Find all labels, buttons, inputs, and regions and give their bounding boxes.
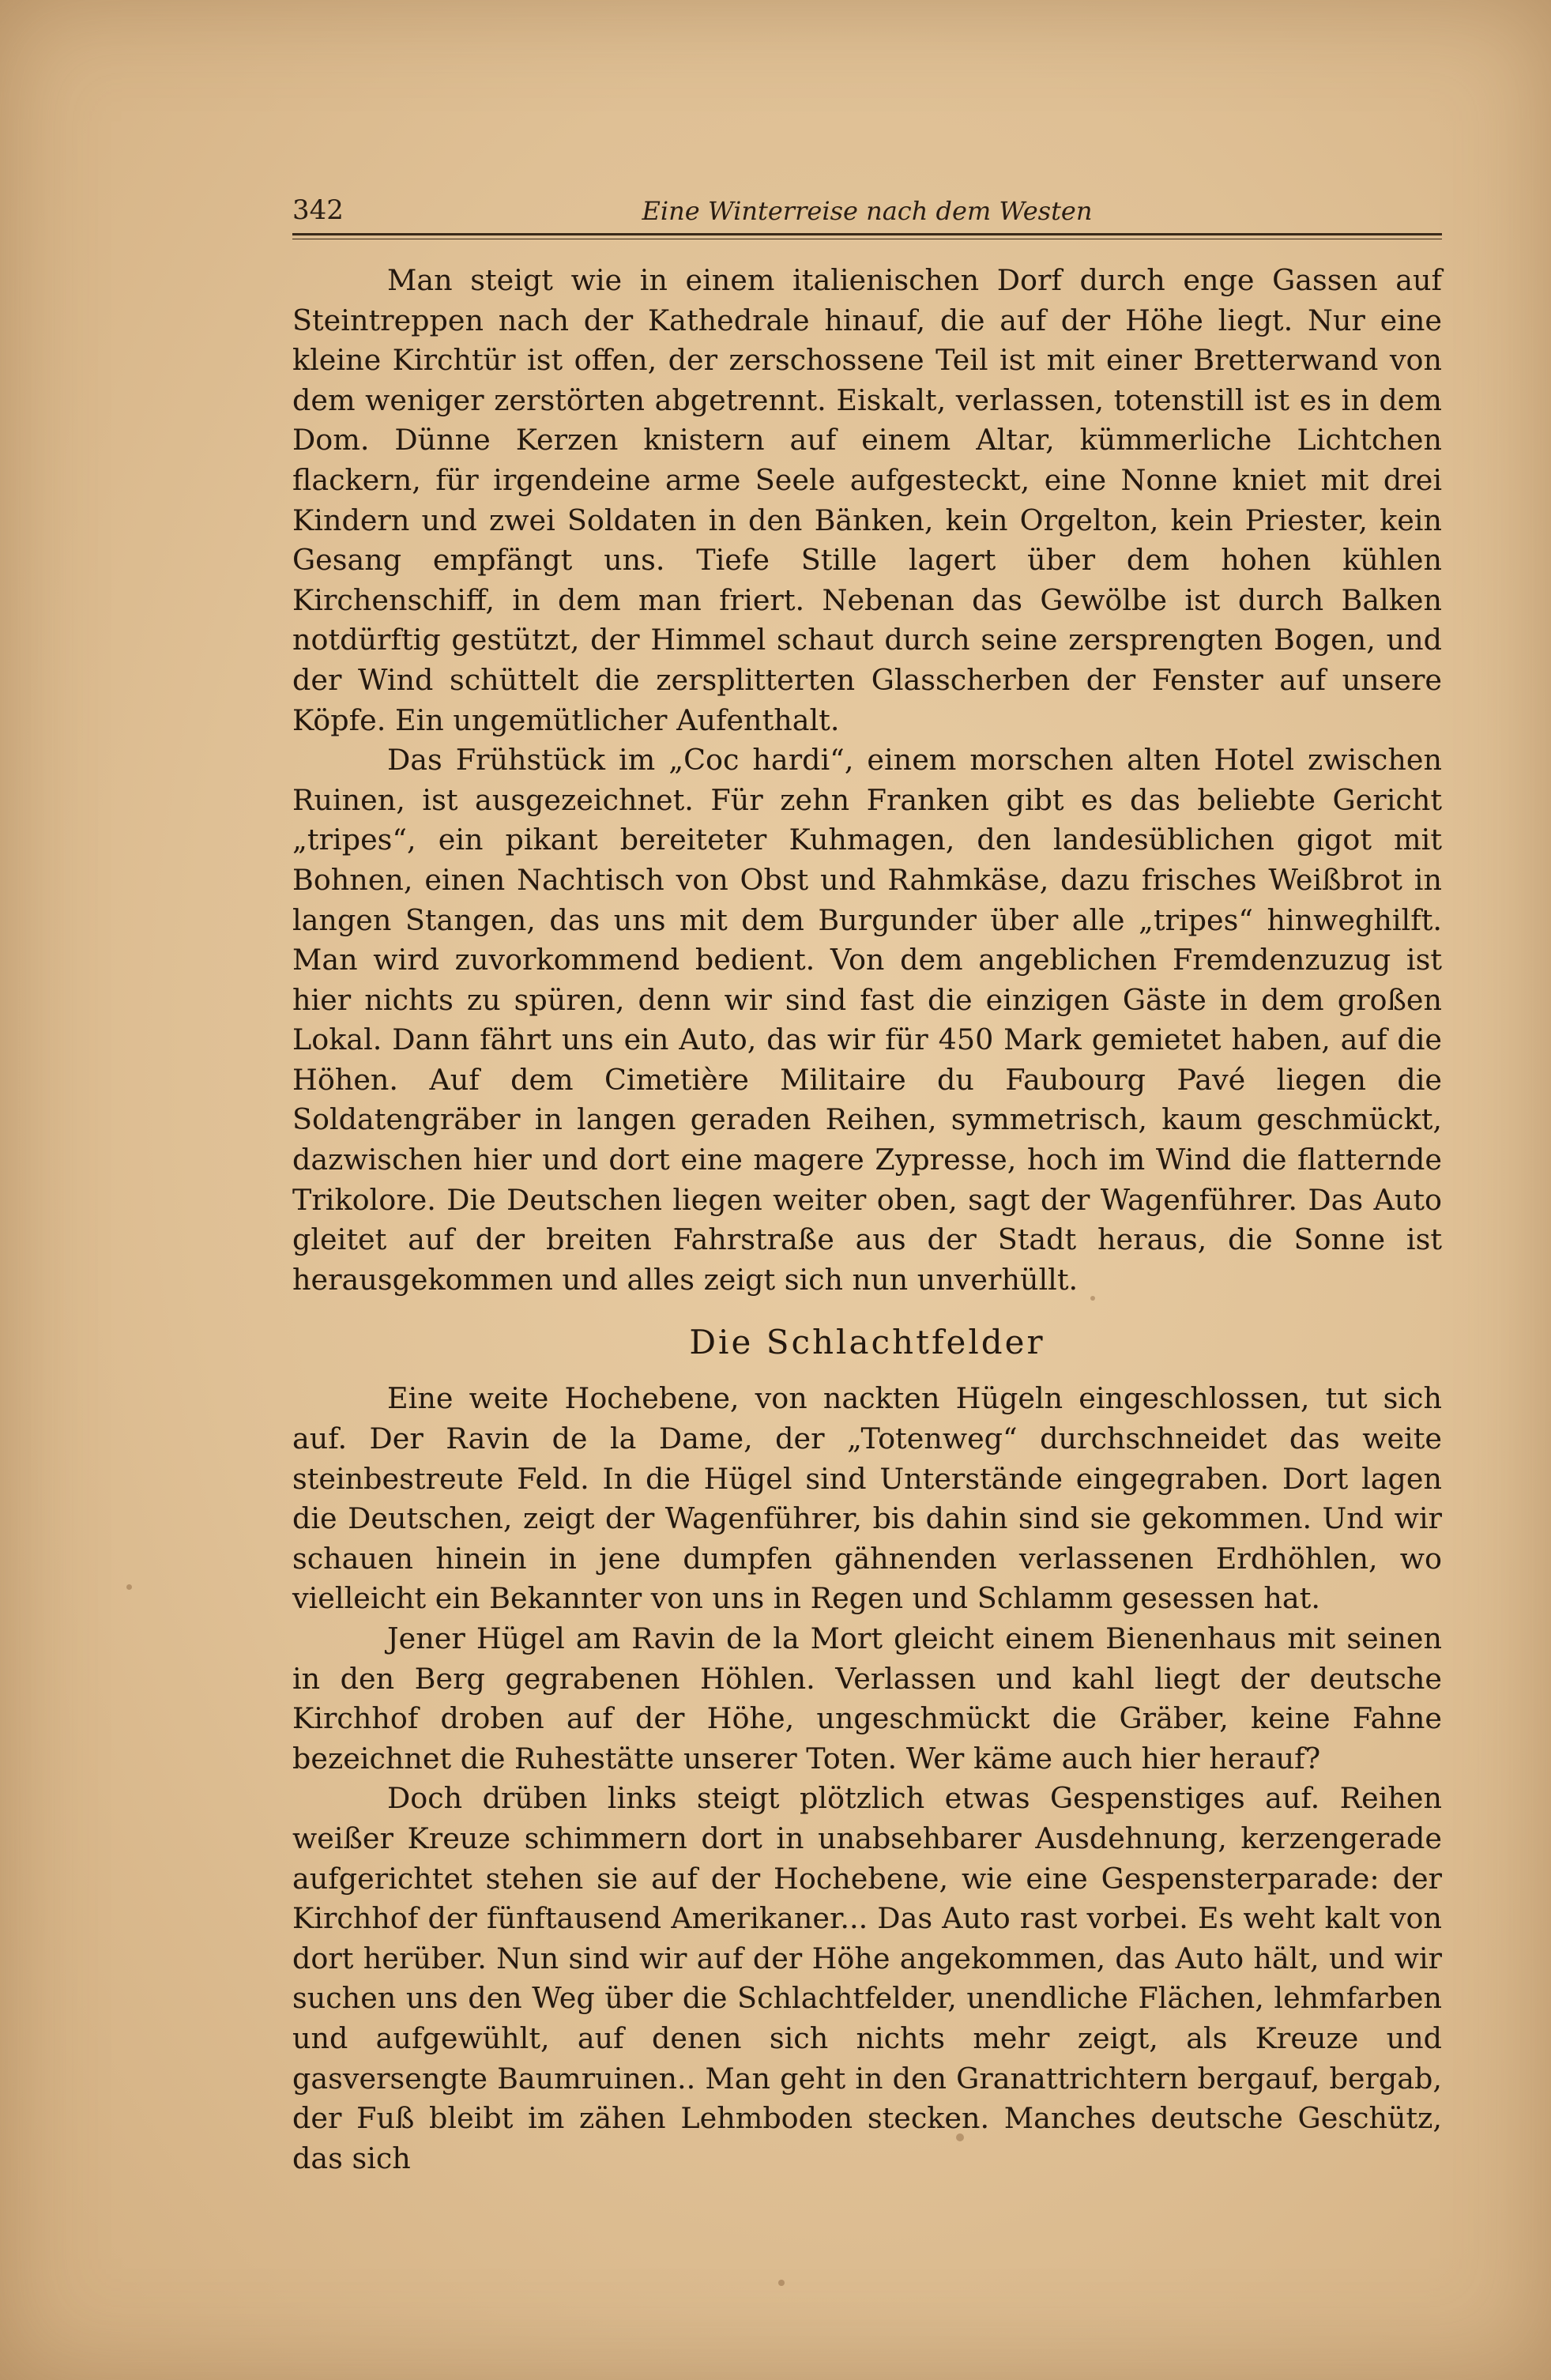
page-header (292, 190, 1442, 237)
paragraph: Jener Hügel am Ravin de la Mort gleicht einem Bienenhaus mit seinen in den Berg gegrabenen Höhlen. Verlassen und kahl liegt der deutsche Kirchhof droben auf der Höhe, ungeschmückt die Gräber, keine Fahne bezeichnet die Ruhestätte unserer Toten. Wer käme auch hier herauf? (292, 1621, 1442, 1776)
running-title: Eine Winterreise nach dem Westen (642, 196, 1093, 226)
page-number: 342 (292, 194, 344, 226)
paragraph: Man steigt wie in einem italienischen Dorf durch enge Gassen auf Steintreppen nach der Kathedrale hinauf, die auf der Höhe liegt. Nur eine kleine Kirchtür ist offen, der zerschossene Teil ist mit einer Bretterwand von dem weniger zerstörten abgetrennt. Eiskalt, verlassen, totenstill ist es in dem Dom. Dünne Kerzen knistern auf einem Altar, kümmerliche Lichtchen flackern, für irgendeine arme Seele aufgesteckt, eine Nonne kniet mit drei Kindern und zwei Soldaten in den Bänken, kein Orgelton, kein Priester, kein Gesang empfängt uns. Tiefe Stille lagert über dem hohen kühlen Kirchenschiff, in dem man friert. Nebenan das Gewölbe ist durch Balken notdürftig gestützt, der Himmel schaut durch seine zersprengten Bogen, und der Wind schüttelt die zersplitterten Glasscherben der Fenster auf unsere Köpfe. Ein ungemütlicher Aufenthalt. (292, 263, 1442, 737)
paper-stain (778, 2280, 785, 2286)
paragraph: Das Frühstück im „Coc hardi“, einem morschen alten Hotel zwischen Ruinen, ist ausgezeichnet. Für zehn Franken gibt es das beliebte Gericht „tripes“, ein pikant bereiteter Kuhmagen, den landesüblichen gigot mit Bohnen, einen Nachtisch von Obst und Rahmkäse, dazu frisches Weißbrot in langen Stangen, das uns mit dem Burgunder über alle „tripes“ hinweghilft. Man wird zuvorkommend bedient. Von dem angeblichen Fremdenzuzug ist hier nichts zu spüren, denn wir sind fast die einzigen Gäste in dem großen Lokal. Dann fährt uns ein Auto, das wir für 450 Mark gemietet haben, auf die Höhen. Auf dem Cimetière Militaire du Faubourg Pavé liegen die Soldatengräber in langen geraden Reihen, symmetrisch, kaum geschmückt, dazwischen hier und dort eine magere Zypresse, hoch im Wind die flatternde Trikolore. Die Deutschen liegen weiter oben, sagt der Wagenführer. Das Auto gleitet auf der breiten Fahrstraße aus der Stadt heraus, die Sonne ist herausgekommen und alles zeigt sich nun unverhüllt. (292, 743, 1442, 1297)
paper-stain (956, 2133, 964, 2141)
section-heading: Die Schlachtfelder (689, 1323, 1045, 1362)
paper-stain (1090, 1296, 1095, 1301)
paragraph: Doch drüben links steigt plötzlich etwas Gespenstiges auf. Reihen weißer Kreuze schimmern dort in unabsehbarer Ausdehnung, kerzengerade aufgerichtet stehen sie auf der Hochebene, wie eine Gespensterparade: der Kirchhof der fünftausend Amerikaner... Das Auto rast vorbei. Es weht kalt von dort herüber. Nun sind wir auf der Höhe angekommen, das Auto hält, und wir suchen uns den Weg über die Schlachtfelder, unendliche Flächen, lehmfarben und aufgewühlt, auf denen sich nichts mehr zeigt, als Kreuze und gasversengte Baumruinen.. Man geht in den Granattrichtern bergauf, bergab, der Fuß bleibt im zähen Lehmboden stecken. Manches deutsche Geschütz, das sich (292, 1781, 1442, 2175)
header-rule (292, 233, 1442, 239)
body-text (292, 261, 1442, 2179)
paragraph: Eine weite Hochebene, von nackten Hügeln eingeschlossen, tut sich auf. Der Ravin de la Dame, der „Totenweg“ durchschneidet das weite steinbestreute Feld. In die Hügel sind Unterstände eingegraben. Dort lagen die Deutschen, zeigt der Wagenführer, bis dahin sind sie gekommen. Und wir schauen hinein in jene dumpfen gähnenden verlassenen Erdhöhlen, wo vielleicht ein Bekannter von uns in Regen und Schlamm gesessen hat. (292, 1381, 1442, 1616)
paper-stain (126, 1584, 132, 1590)
